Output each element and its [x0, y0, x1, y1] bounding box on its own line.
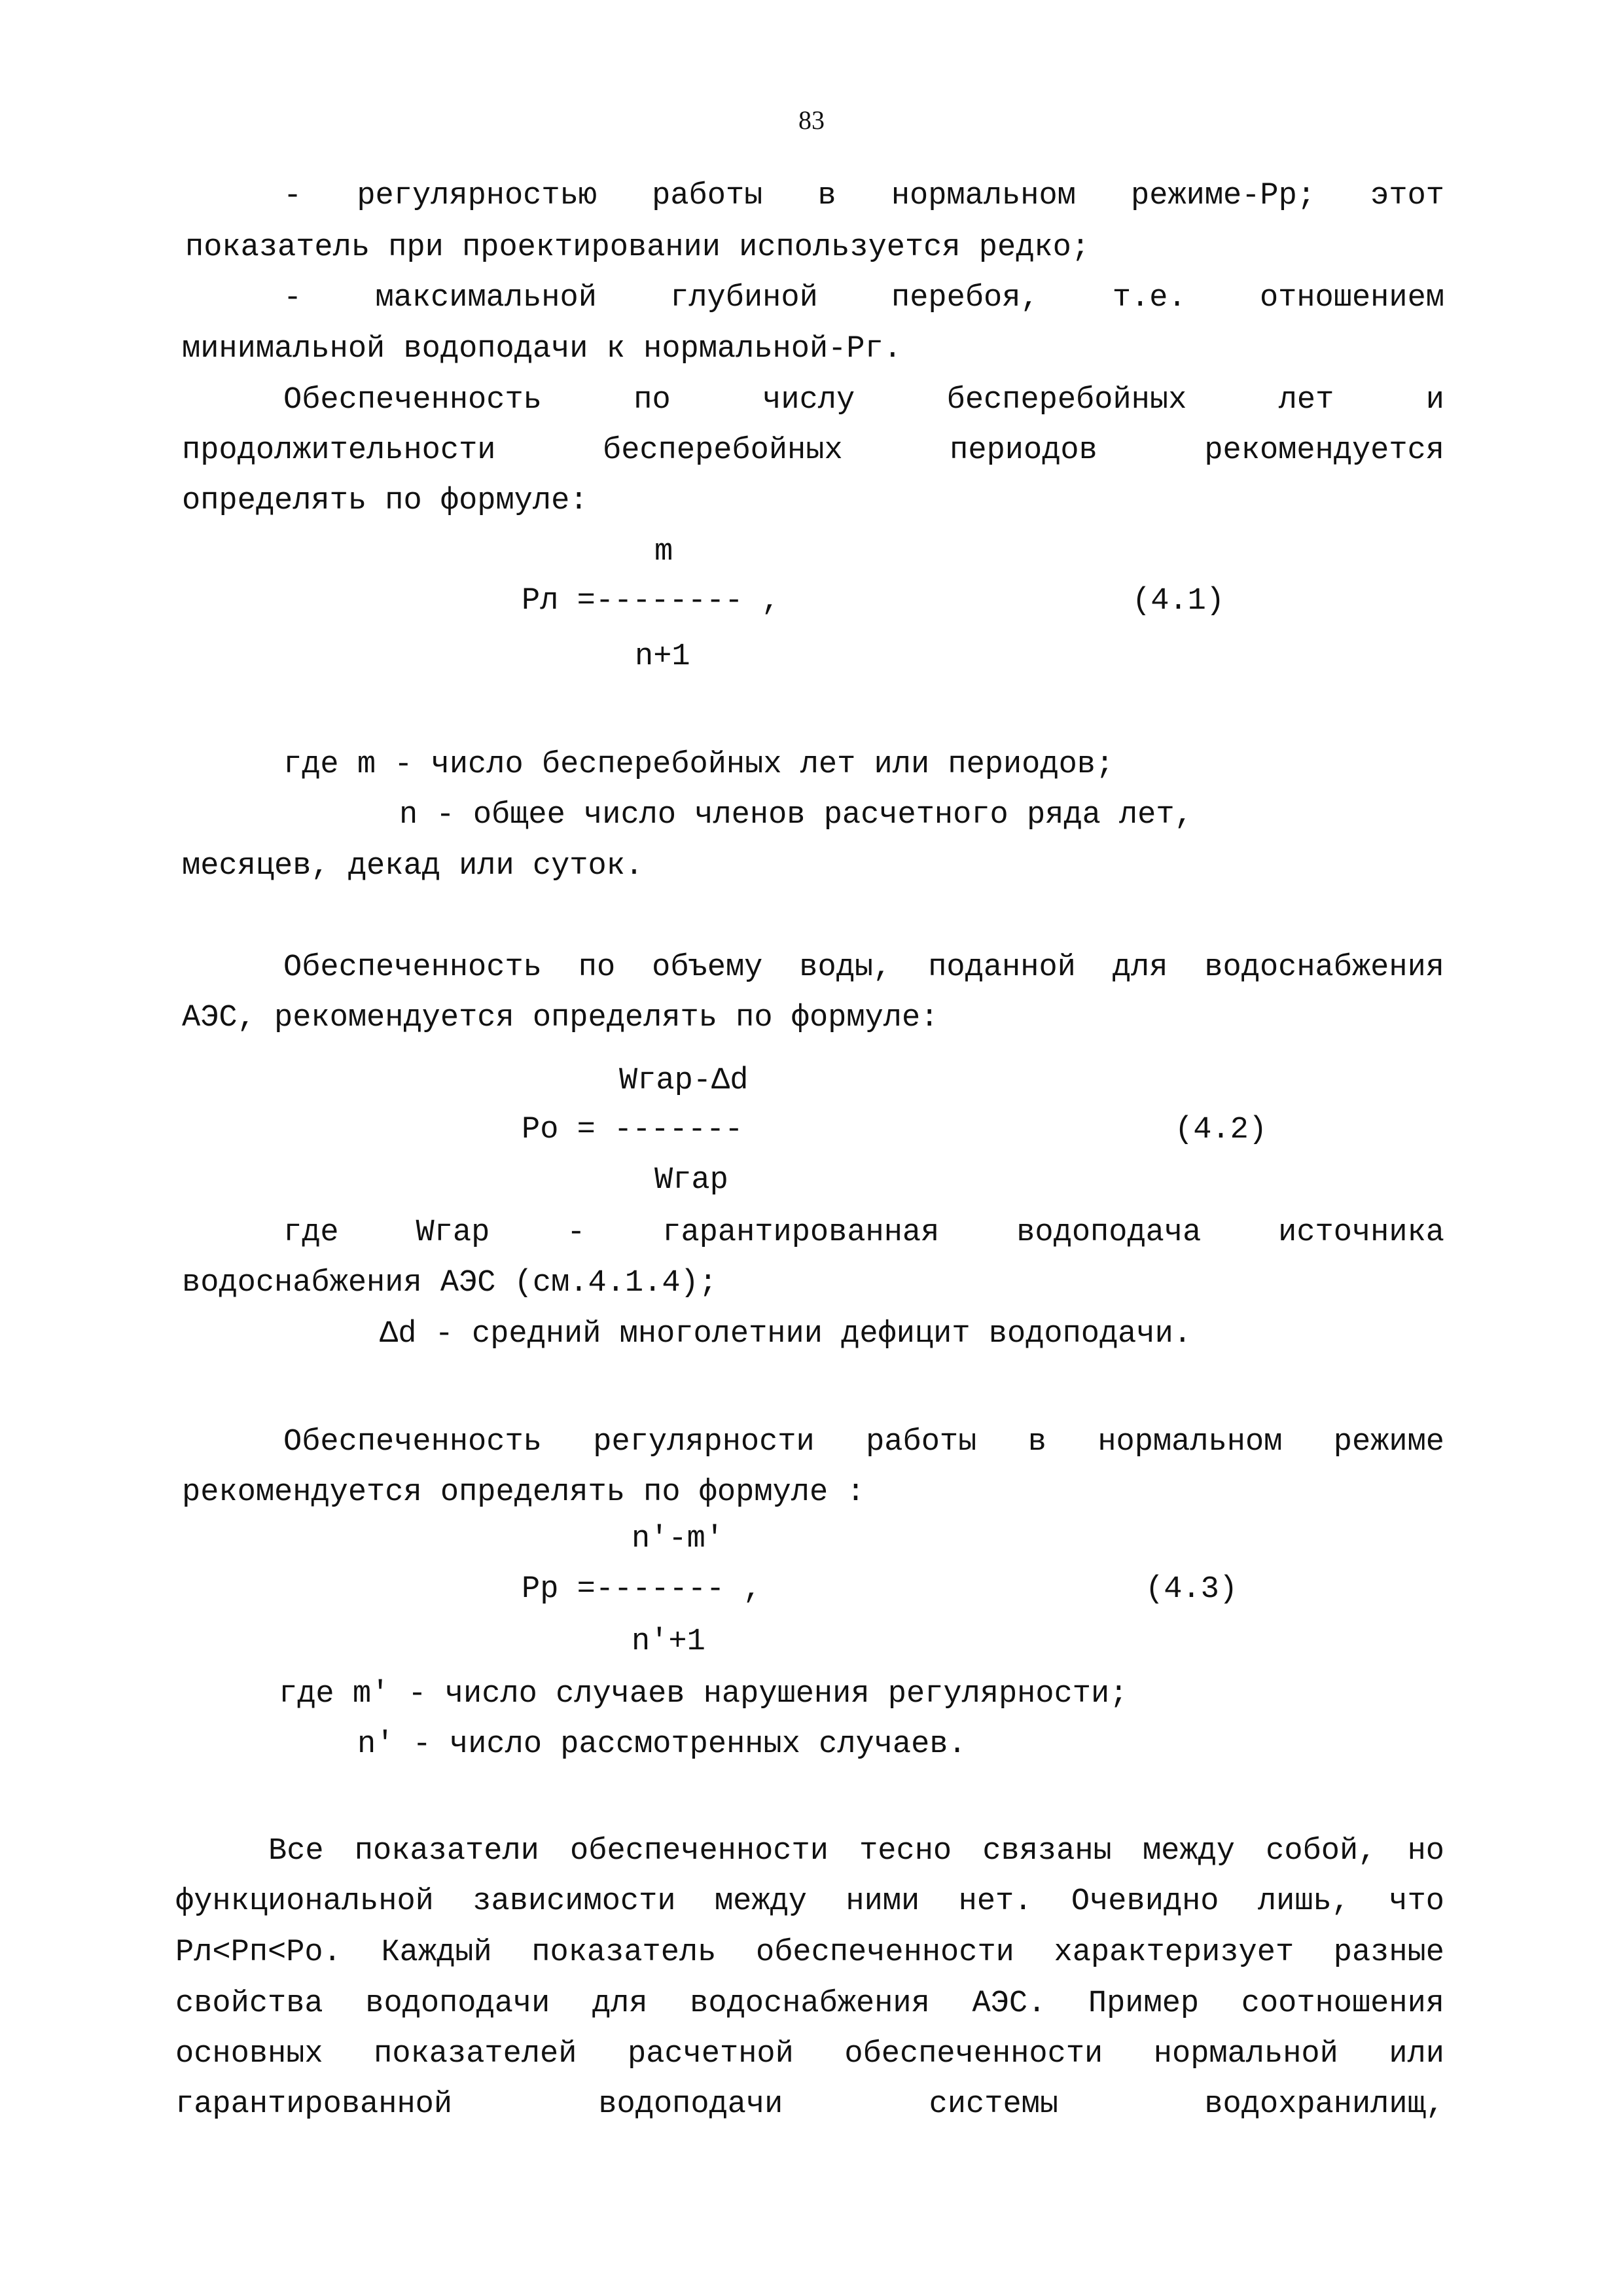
text-line: гарантированной водоподачи системы водохранилищ, [175, 2087, 1444, 2122]
text-line: Pл<Pп<Po. Каждый показатель обеспеченности характеризует разные [175, 1935, 1444, 1970]
formula-denominator: Wгар [654, 1163, 728, 1198]
text-line: функциональной зависимости между ними нет. Очевидно лишь, что [175, 1884, 1444, 1919]
text-line: n - общее число членов расчетного ряда лет, [399, 798, 1193, 833]
text-line: где Wгар - гарантированная водоподача источника [283, 1215, 1444, 1250]
text-line: - максимальной глубиной перебоя, т.е. отношением [283, 281, 1444, 315]
text-line: рекомендуется определять по формуле : [182, 1475, 865, 1510]
formula-label: (4.2) [1175, 1113, 1268, 1147]
text-line: Δd - средний многолетнии дефицит водоподачи. [380, 1317, 1192, 1352]
text-line: Обеспеченность по объему воды, поданной для водоснабжения [283, 950, 1444, 985]
formula-numerator: n'-m' [632, 1522, 724, 1556]
text-line: АЭС, рекомендуется определять по формуле: [182, 1001, 939, 1035]
formula-numerator: m [654, 535, 673, 569]
text-line: месяцев, декад или суток. [182, 849, 644, 884]
formula-main: Pл =-------- , [522, 584, 780, 619]
text-line: Обеспеченность по числу бесперебойных лет и [283, 383, 1444, 418]
formula-denominator: n'+1 [632, 1624, 705, 1659]
page-number: 83 [798, 105, 825, 135]
text-line: Все показатели обеспеченности тесно связаны между собой, но [268, 1834, 1444, 1869]
formula-numerator: Wгар-Δd [619, 1064, 749, 1098]
text-line: свойства водоподачи для водоснабжения АЭС. Пример соотношения [175, 1986, 1444, 2021]
text-line: где m' - число случаев нарушения регулярности; [279, 1677, 1128, 1712]
text-line: Обеспеченность регулярности работы в нормальном режиме [283, 1425, 1444, 1460]
formula-main: Pp =------- , [522, 1572, 762, 1607]
text-line: минимальной водоподачи к нормальной-Pг. [182, 332, 902, 367]
text-line: определять по формуле: [182, 484, 588, 518]
formula-main: Po = ------- [522, 1113, 743, 1147]
text-line: - регулярностью работы в нормальном режиме-Pp; этот [283, 179, 1444, 213]
formula-denominator: n+1 [635, 639, 690, 674]
text-line: основных показателей расчетной обеспеченности нормальной или [175, 2037, 1444, 2072]
formula-label: (4.1) [1132, 584, 1225, 619]
text-line: продолжительности бесперебойных периодов рекомендуется [182, 433, 1444, 468]
text-line: где m - число бесперебойных лет или периодов; [283, 747, 1115, 782]
text-line: показатель при проектировании используется редко; [185, 230, 1090, 265]
text-line: водоснабжения АЭС (см.4.1.4); [182, 1266, 717, 1300]
formula-label: (4.3) [1145, 1572, 1238, 1607]
text-line: n' - число рассмотренных случаев. [357, 1727, 967, 1762]
